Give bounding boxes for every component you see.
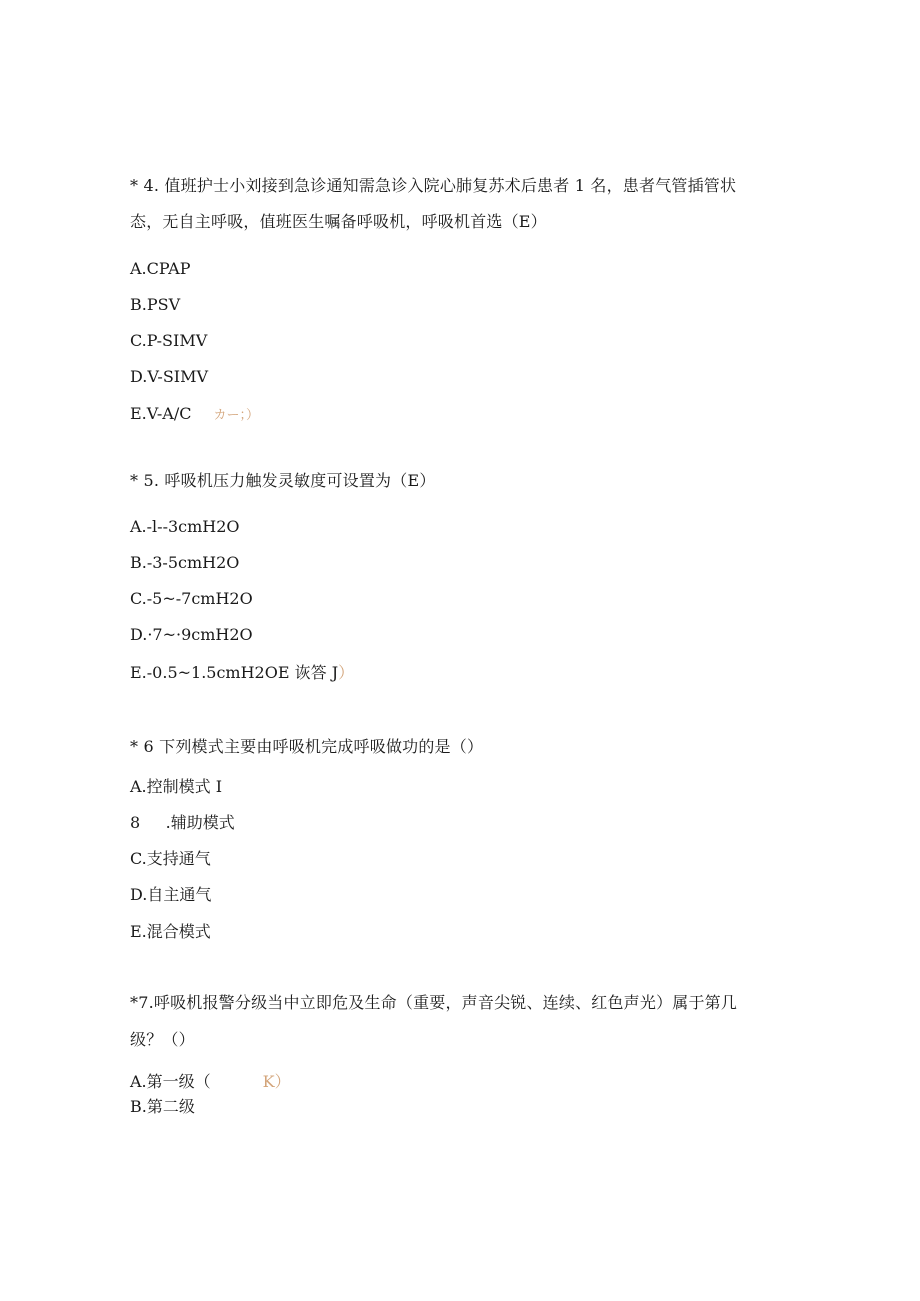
question-4-option-b: B.PSV (130, 295, 181, 314)
question-6-text-line1: * 6 下列模式主要由呼吸机完成呼吸做功的是（） (130, 737, 484, 756)
question-4-text-line1: * 4. 值班护士小刘接到急诊通知需急诊入院心肺复苏术后患者 1 名，患者气管插管状 (130, 176, 737, 195)
question-7-option-a-row (130, 1072, 291, 1092)
question-7-annotation: K） (262, 1072, 291, 1091)
question-6-option-b: 8 .辅助模式 (130, 813, 235, 832)
question-5-option-e-row (130, 663, 354, 683)
question-5-option-e: E.-0.5~1.5cmH2OE 诙答 J (130, 663, 339, 682)
question-4-text-line2: 态，无自主呼吸，值班医生嘱备呼吸机，呼吸机首选（E） (130, 212, 547, 231)
question-5-text-line1: * 5. 呼吸机压力触发灵敏度可设置为（E） (130, 471, 436, 490)
question-7-text-line1: *7.呼吸机报警分级当中立即危及生命（重要，声音尖锐、连续、红色声光）属于第几 (130, 993, 738, 1012)
question-5-option-d: D.·7~·9cmH2O (130, 625, 253, 644)
question-4-option-d: D.V-SIMV (130, 367, 209, 386)
question-6-option-e: E.混合模式 (130, 922, 211, 941)
question-7-text-line2: 级？（） (130, 1030, 195, 1049)
question-7-option-b: B.第二级 (130, 1097, 195, 1116)
question-6-option-a: A.控制模式 I (130, 777, 223, 796)
question-6-option-c: C.支持通气 (130, 849, 211, 868)
question-5-option-a: A.-l--3cmH2O (130, 517, 240, 536)
question-5-option-b: B.-3-5cmH2O (130, 553, 240, 572)
question-5-option-c: C.-5~-7cmH2O (130, 589, 253, 608)
question-4-option-c: C.P-SIMV (130, 331, 208, 350)
question-7-option-a: A.第一级（ (130, 1072, 211, 1091)
question-6-option-d: D.自主通气 (130, 885, 212, 904)
question-4-option-e-row (130, 404, 259, 426)
question-5-annotation: ） (338, 663, 355, 682)
question-4-option-a: A.CPAP (130, 259, 191, 278)
question-4-option-e: E.V-A/C (130, 404, 192, 423)
question-4-annotation: カー；） (213, 408, 259, 423)
